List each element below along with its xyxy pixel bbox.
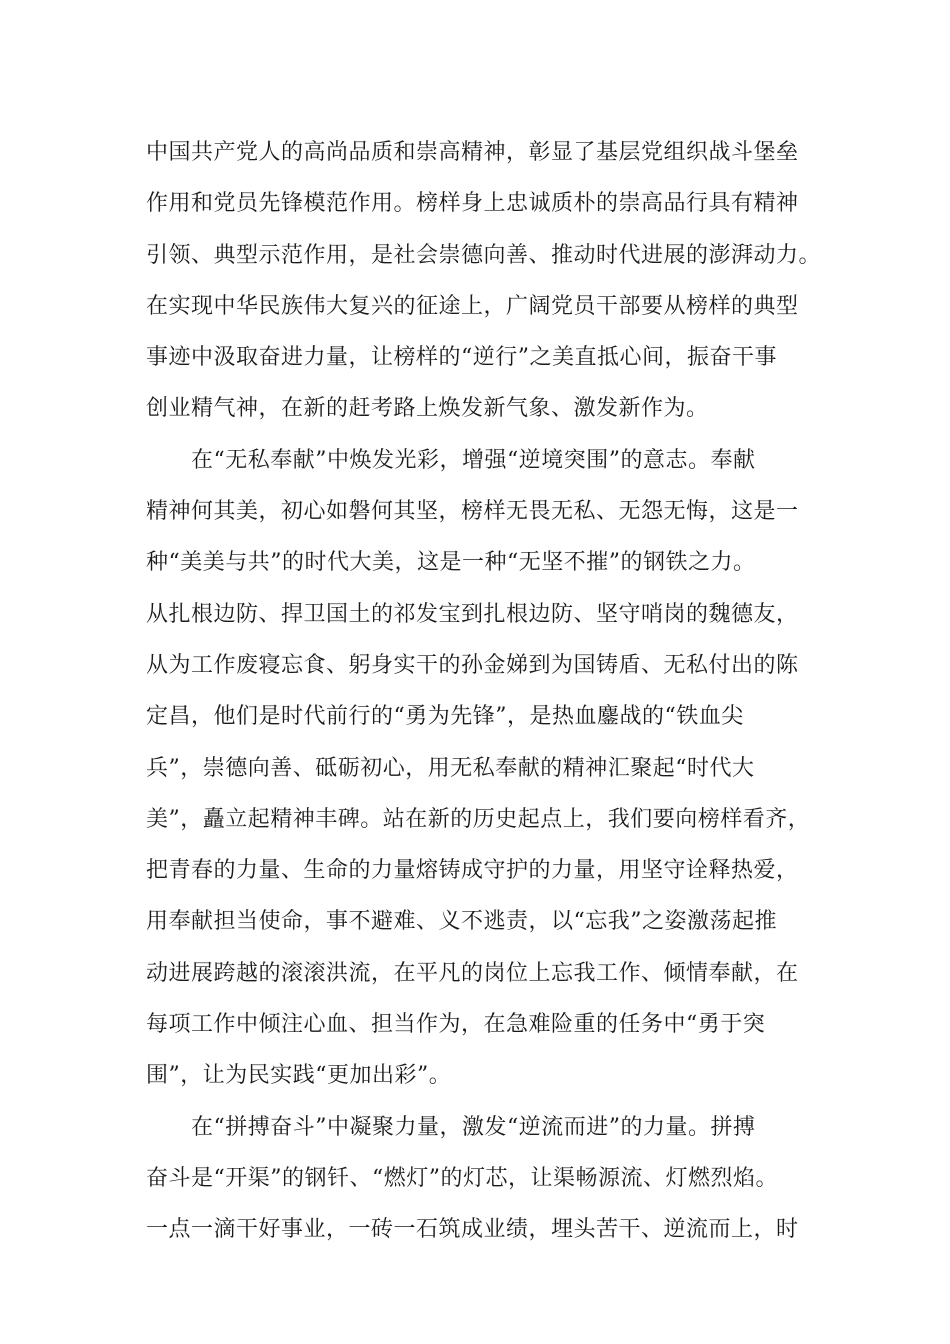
- text-line: 中国共产党人的高尚品质和崇高精神，彰显了基层党组织战斗堡垒: [146, 140, 799, 165]
- text-line: 一点一滴干好事业，一砖一石筑成业绩，埋头苦干、逆流而上，时: [146, 1217, 799, 1243]
- text-line: 创业精气神，在新的赶考路上焕发新气象、激发新作为。: [146, 396, 709, 422]
- text-line: 从扎根边防、捍卫国土的祁发宝到扎根边防、坚守哨岗的魏德友，: [146, 601, 799, 627]
- text-line: 围”，让为民实践“更加出彩”。: [146, 1063, 452, 1089]
- text-line: 每项工作中倾注心血、担当作为，在急难险重的任务中“勇于突: [146, 1012, 766, 1038]
- text-line: 事迹中汲取奋进力量，让榜样的“逆行”之美直抵心间，振奋干事: [146, 345, 777, 371]
- text-line: 用奉献担当使命，事不避难、义不逃责，以“忘我”之姿激荡起推: [146, 909, 777, 935]
- text-line: 从为工作废寝忘食、躬身实干的孙金娣到为国铸盾、无私付出的陈: [146, 652, 799, 678]
- body-text: [146, 127, 836, 1256]
- text-line: 精神何其美，初心如磐何其坚，榜样无畏无私、无怨无悔，这是一: [146, 499, 799, 525]
- text-line: 动进展跨越的滚滚洪流，在平凡的岗位上忘我工作、倾情奉献，在: [146, 960, 799, 986]
- text-line: 奋斗是“开渠”的钢钎、“燃灯”的灯芯，让渠畅源流、灯燃烈焰。: [146, 1165, 778, 1191]
- text-line: 美”，矗立起精神丰碑。站在新的历史起点上，我们要向榜样看齐，: [146, 806, 811, 832]
- paragraph-start-line: 在“无私奉献”中焕发光彩，增强“逆境突围”的意志。奉献: [146, 447, 756, 473]
- text-line: 作用和党员先锋模范作用。榜样身上忠诚质朴的崇高品行具有精神: [146, 191, 799, 217]
- text-line: 在实现中华民族伟大复兴的征途上，广阔党员干部要从榜样的典型: [146, 293, 799, 319]
- text-line: 定昌，他们是时代前行的“勇为先锋”，是热血鏖战的“铁血尖: [146, 704, 744, 730]
- paragraph-start-line: 在“拼搏奋斗”中凝聚力量，激发“逆流而进”的力量。拼搏: [146, 1114, 756, 1140]
- text-line: 种“美美与共”的时代大美，这是一种“无坚不摧”的钢铁之力。: [146, 550, 756, 576]
- text-line: 兵”，崇德向善、砥砺初心，用无私奉献的精神汇聚起“时代大: [146, 755, 755, 781]
- text-line: 引领、典型示范作用，是社会崇德向善、推动时代进展的澎湃动力。: [146, 242, 822, 268]
- text-line: 把青春的力量、生命的力量熔铸成守护的力量，用坚守诠释热爱，: [146, 858, 799, 884]
